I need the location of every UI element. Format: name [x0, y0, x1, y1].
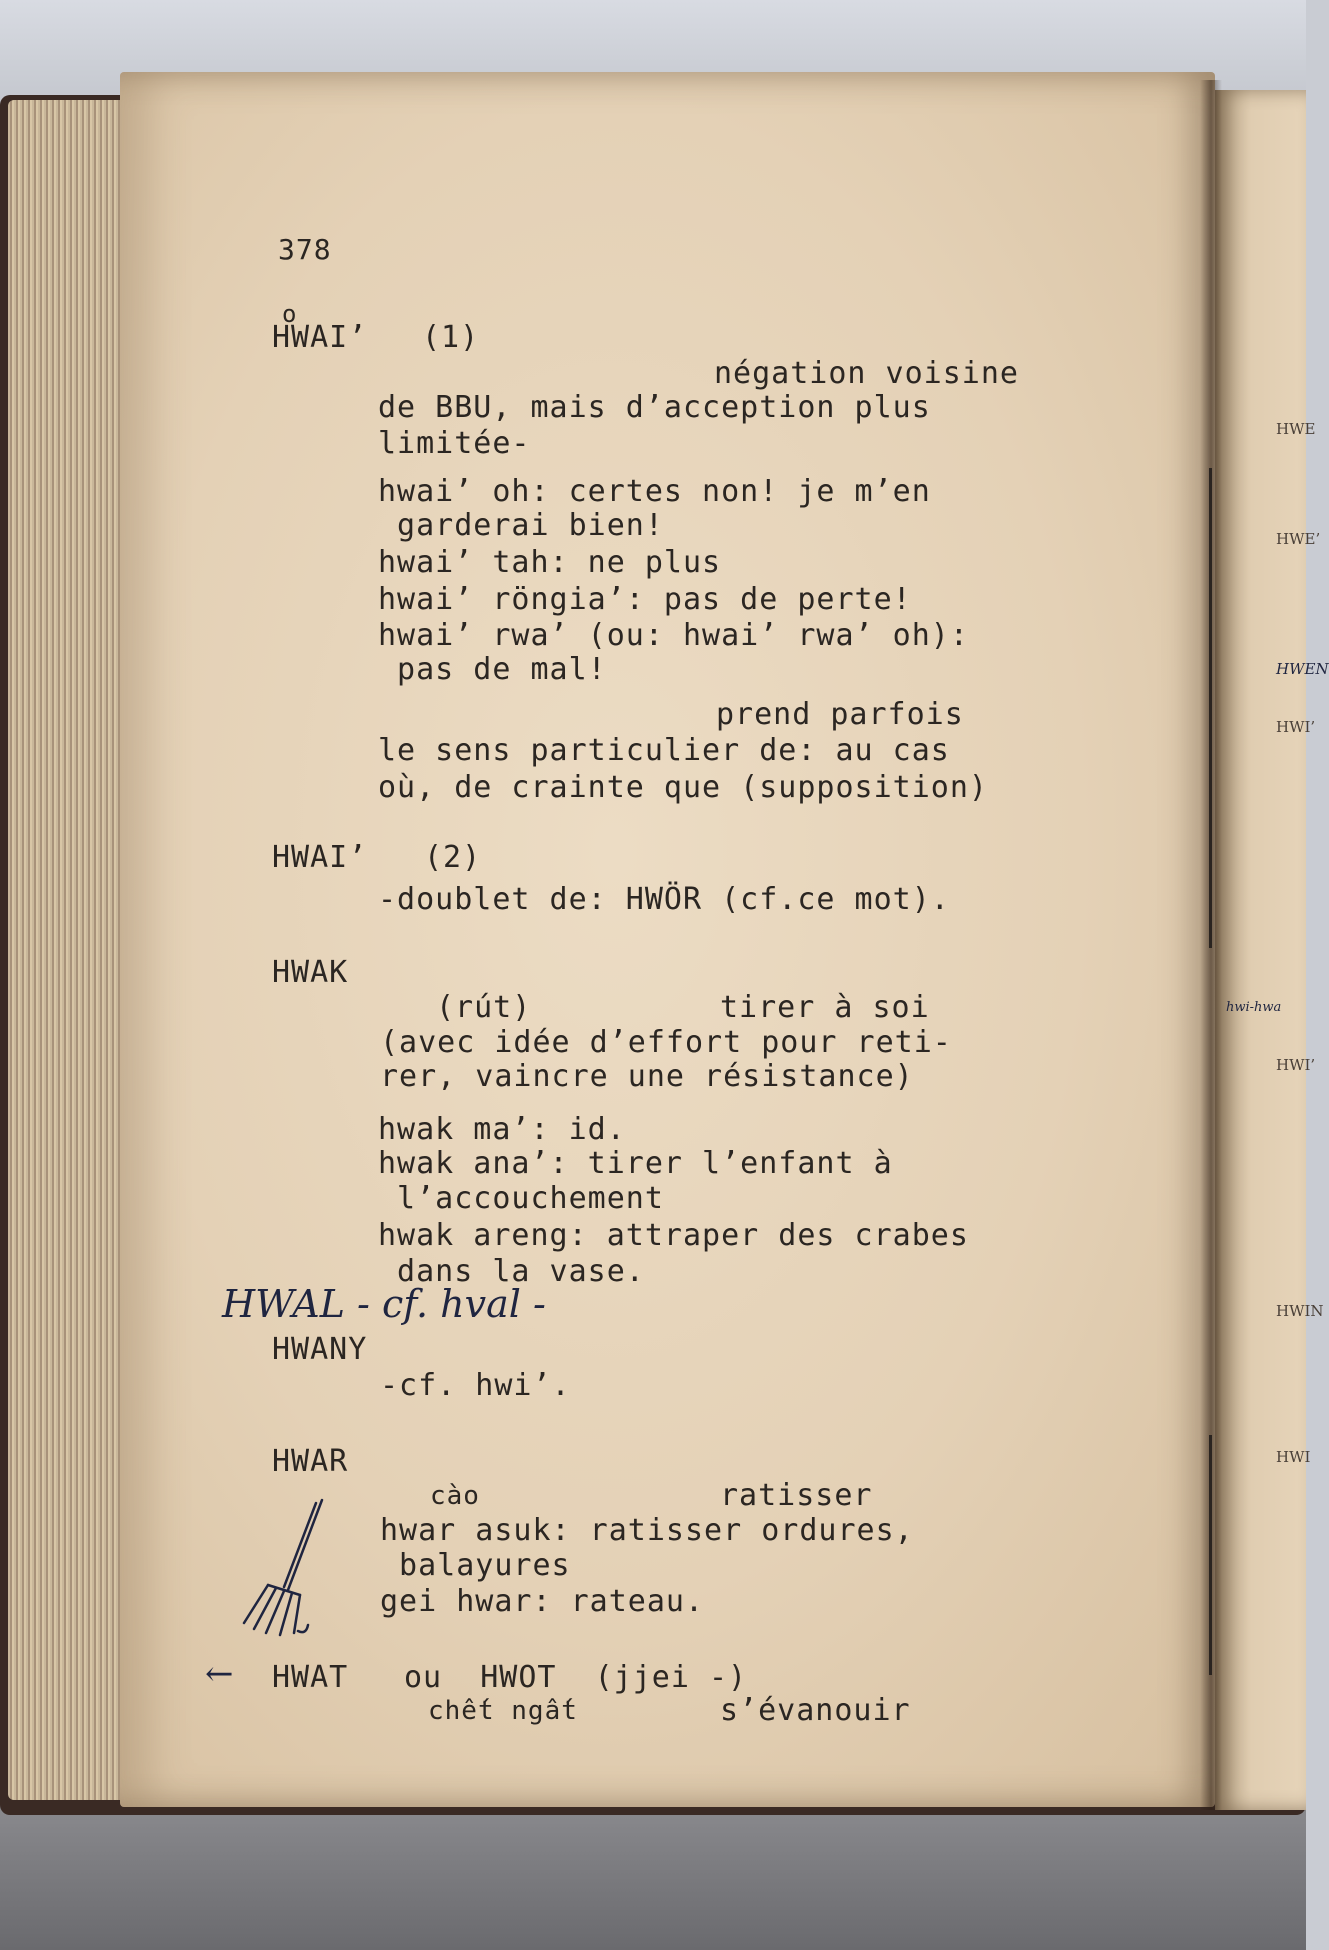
sense-line: le sens particulier de: au cas — [378, 733, 950, 768]
sense-line: où, de crainte que (supposition) — [378, 770, 988, 805]
example-line: gei hwar: rateau. — [380, 1584, 705, 1619]
page-number: 378 — [278, 233, 332, 266]
vietnamese-gloss: cào — [430, 1481, 480, 1511]
headword-index: (1) — [422, 320, 480, 355]
right-page-fragment: HWI — [1276, 1448, 1311, 1466]
example-line: hwar asuk: ratisser ordures, — [380, 1513, 914, 1548]
margin-rule-1 — [1209, 468, 1212, 948]
headword-hwany: HWANY — [272, 1332, 368, 1367]
example-line: garderai bien! — [378, 508, 664, 543]
headword-index: (2) — [424, 840, 482, 875]
right-page-fragment: HWI’ — [1276, 718, 1316, 736]
right-page-fragment: hwi-hwa — [1226, 1000, 1282, 1015]
margin-rule-2 — [1209, 1435, 1212, 1675]
example-line: pas de mal! — [378, 652, 607, 687]
headword-hwak: HWAK — [272, 955, 349, 990]
sense-line: prend parfois — [716, 697, 964, 732]
definition-line: -doublet de: HWÖR (cf.ce mot). — [378, 882, 950, 917]
right-page-fragment: HWIN — [1276, 1302, 1324, 1320]
example-line: hwak ma’: id. — [378, 1112, 626, 1147]
vietnamese-gloss: (rút) — [436, 990, 532, 1025]
right-page — [1215, 90, 1306, 1810]
page-edges — [8, 100, 130, 1800]
definition-line: rer, vaincre une résistance) — [380, 1059, 914, 1094]
handwritten-arrow-icon: ← — [205, 1654, 234, 1694]
example-line: hwak areng: attraper des crabes — [378, 1218, 969, 1253]
example-line: hwai’ oh: certes non! je m’en — [378, 474, 931, 509]
definition-line: ratisser — [720, 1478, 873, 1513]
handwritten-note: HWAL - cf. hval - — [222, 1282, 546, 1326]
headword-hwai-2: HWAI’ — [272, 840, 368, 875]
definition-line: limitée- — [378, 426, 531, 461]
definition-line: tirer à soi — [720, 990, 930, 1025]
headword-hwat: HWAT — [272, 1660, 349, 1695]
vietnamese-gloss: chết ngất — [428, 1696, 578, 1726]
example-line: hwak ana’: tirer l’enfant à — [378, 1146, 893, 1181]
definition-line: négation voisine — [714, 356, 1019, 391]
rake-sketch-icon — [238, 1495, 328, 1645]
example-line: hwai’ rwa’ (ou: hwai’ rwa’ oh): — [378, 618, 969, 653]
example-line: hwai’ tah: ne plus — [378, 545, 722, 580]
example-line: dans la vase. — [378, 1254, 645, 1289]
definition-line: s’évanouir — [720, 1693, 911, 1728]
headword-hwar: HWAR — [272, 1444, 349, 1479]
definition-line: (avec idée d’effort pour reti- — [380, 1025, 952, 1060]
example-line: balayures — [380, 1548, 571, 1583]
definition-line: de BBU, mais d’acception plus — [378, 390, 931, 425]
right-page-fragment: HWE’ — [1276, 530, 1321, 548]
right-page-fragment: HWEN — [1276, 660, 1329, 678]
example-line: hwai’ röngia’: pas de perte! — [378, 582, 912, 617]
right-page-fragment: HWE — [1276, 420, 1316, 438]
right-page-fragment: HWI’ — [1276, 1056, 1316, 1074]
headword-hwai-1: HWAI’ — [272, 320, 368, 355]
definition-line: -cf. hwi’. — [380, 1368, 571, 1403]
alternate-form: ou HWOT (jjei -) — [404, 1660, 748, 1695]
example-line: l’accouchement — [378, 1181, 664, 1216]
ring-mark: o — [282, 300, 298, 328]
